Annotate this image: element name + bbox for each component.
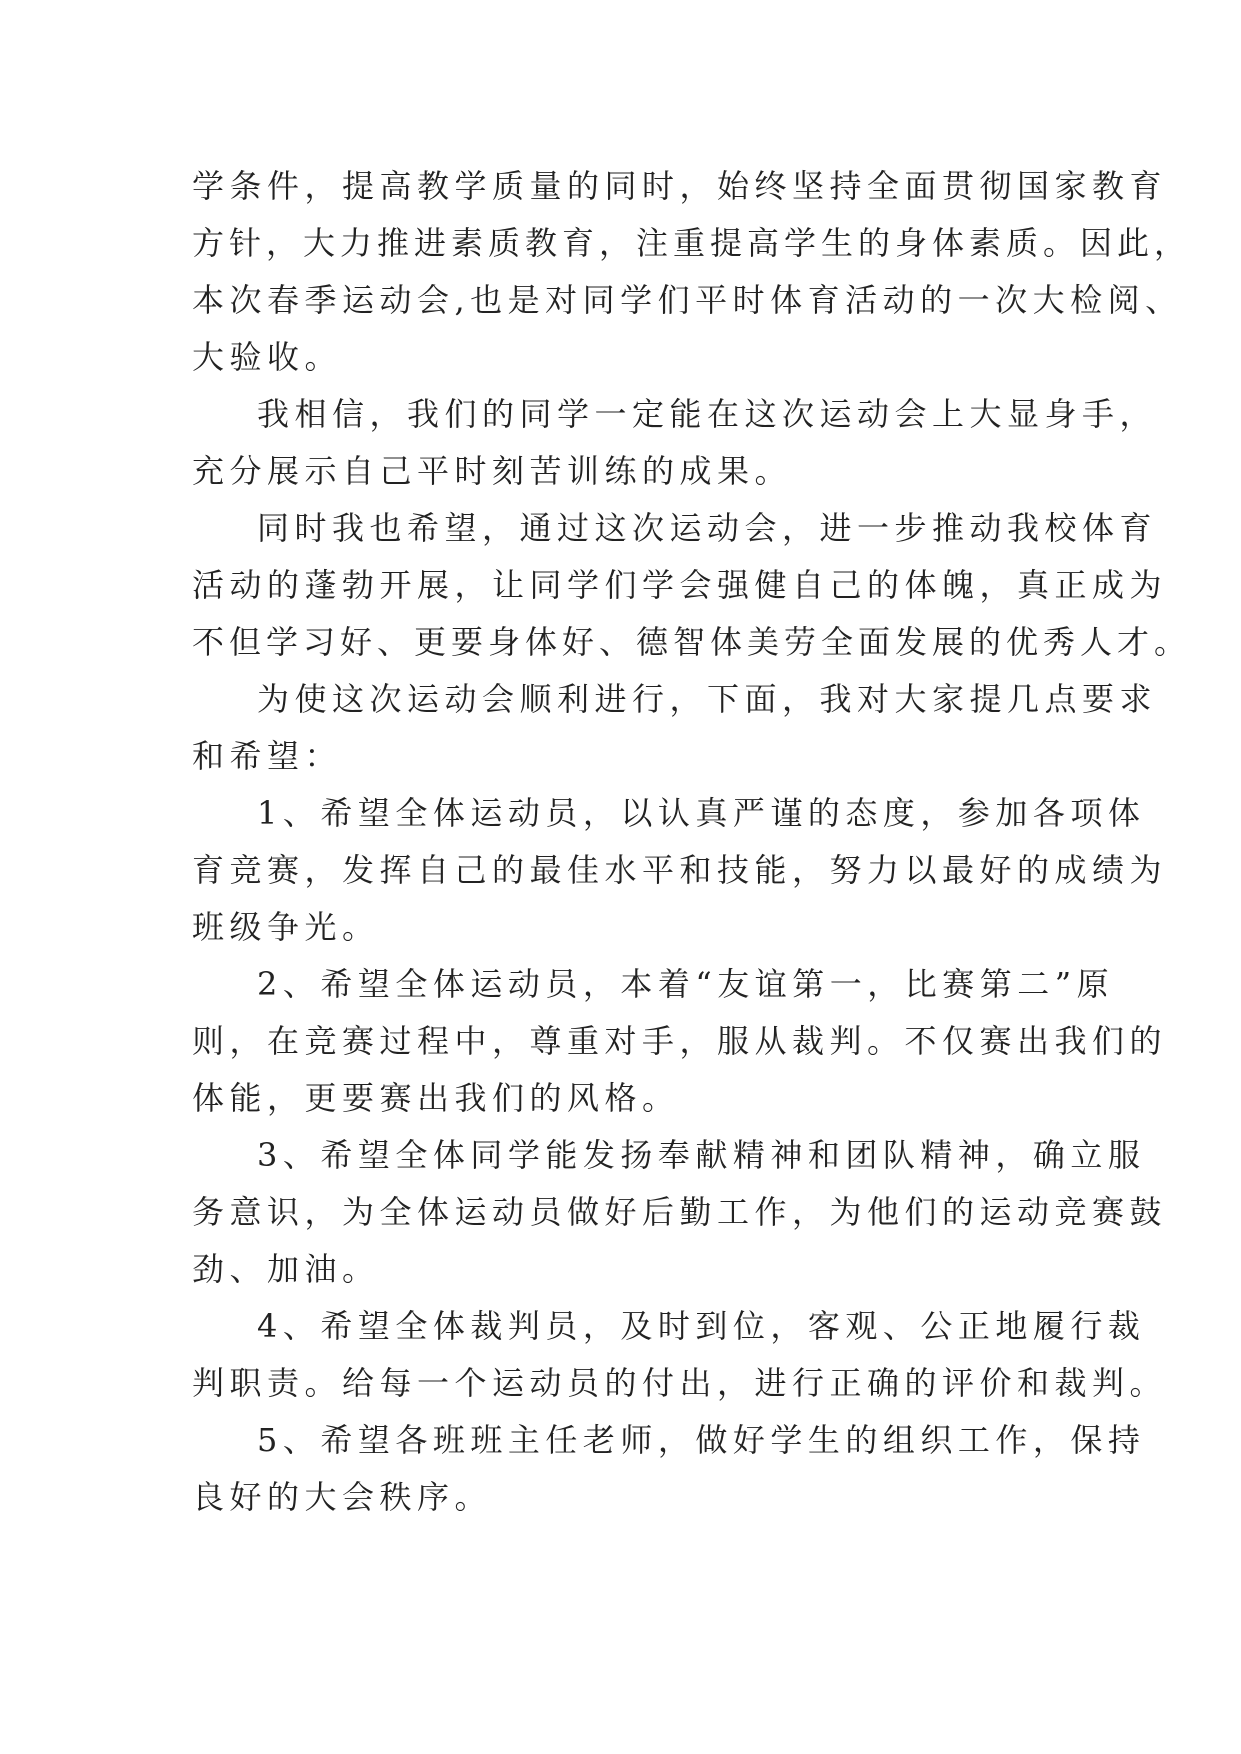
- paragraph-first-line: 同时我也希望，通过这次运动会，进一步推动我校体育: [257, 509, 1158, 547]
- text-line: 体能，更要赛出我们的风格。: [192, 1079, 680, 1117]
- list-item-first-line: 5、希望各班班主任老师，做好学生的组织工作，保持: [257, 1421, 1146, 1459]
- list-item-first-line: 2、希望全体运动员，本着“友谊第一，比赛第二”原: [257, 965, 1115, 1003]
- text-line: 充分展示自己平时刻苦训练的成果。: [192, 452, 793, 490]
- text-line: 良好的大会秩序。: [192, 1478, 493, 1516]
- text-line: 不但学习好、更要身体好、德智体美劳全面发展的优秀人才。: [192, 623, 1192, 661]
- paragraph-first-line: 为使这次运动会顺利进行，下面，我对大家提几点要求: [257, 680, 1158, 718]
- text-line: 大验收。: [192, 338, 343, 376]
- text-line: 和希望：: [192, 737, 343, 775]
- text-line: 班级争光。: [192, 908, 380, 946]
- text-line: 方针，大力推进素质教育，注重提高学生的身体素质。因此，: [192, 224, 1192, 262]
- text-line: 劲、加油。: [192, 1250, 380, 1288]
- text-line: 则，在竞赛过程中，尊重对手，服从裁判。不仅赛出我们的: [192, 1022, 1168, 1060]
- paragraph-first-line: 我相信，我们的同学一定能在这次运动会上大显身手，: [257, 395, 1158, 433]
- text-line: 判职责。给每一个运动员的付出，进行正确的评价和裁判。: [192, 1364, 1168, 1402]
- text-line: 活动的蓬勃开展，让同学们学会强健自己的体魄，真正成为: [192, 566, 1168, 604]
- list-item-first-line: 4、希望全体裁判员，及时到位，客观、公正地履行裁: [257, 1307, 1146, 1345]
- list-item-first-line: 1、希望全体运动员，以认真严谨的态度，参加各项体: [257, 794, 1146, 832]
- list-item-first-line: 3、希望全体同学能发扬奉献精神和团队精神，确立服: [257, 1136, 1146, 1174]
- text-line: 本次春季运动会,也是对同学们平时体育活动的一次大检阅、: [192, 281, 1183, 319]
- text-line: 学条件，提高教学质量的同时，始终坚持全面贯彻国家教育: [192, 167, 1168, 205]
- text-line: 务意识，为全体运动员做好后勤工作，为他们的运动竞赛鼓: [192, 1193, 1168, 1231]
- text-line: 育竞赛，发挥自己的最佳水平和技能，努力以最好的成绩为: [192, 851, 1168, 889]
